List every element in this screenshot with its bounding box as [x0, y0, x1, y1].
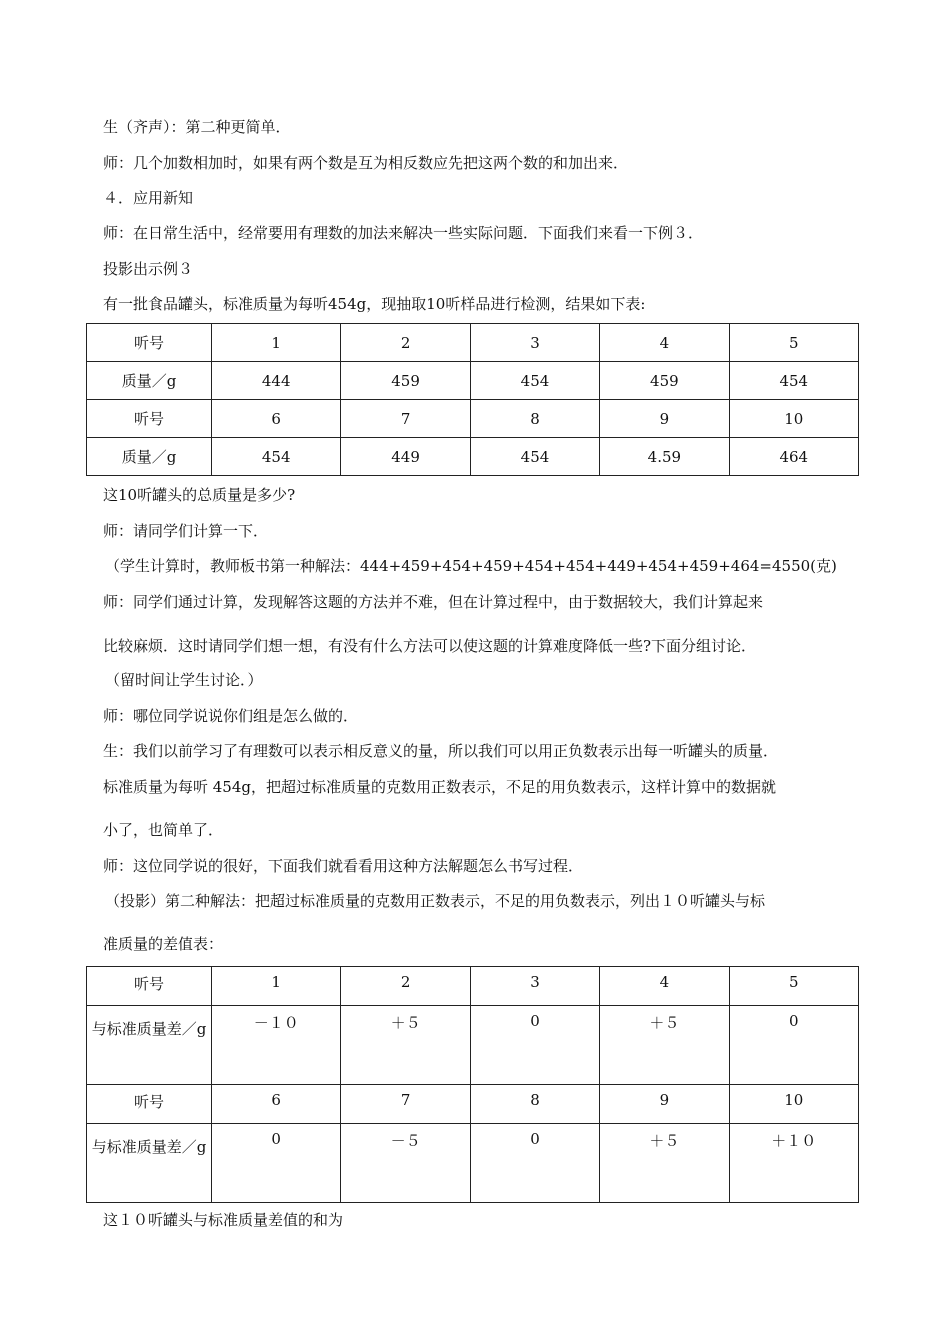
table-cell: 7	[341, 400, 470, 438]
table-cell: 2	[341, 324, 470, 362]
table-cell: 2	[341, 967, 470, 1006]
table-cell: 454	[470, 438, 599, 476]
table-cell: 6	[212, 400, 341, 438]
table-cell: 1	[212, 967, 341, 1006]
text-line: （投影）第二种解法：把超过标准质量的克数用正数表示，不足的用负数表示，列出１０听罐头与标	[105, 892, 766, 910]
table-cell: 0	[729, 1006, 858, 1085]
table-cell: 459	[341, 362, 470, 400]
text-line: 标准质量为每听 454g，把超过标准质量的克数用正数表示，不足的用负数表示，这样计算中的数据就	[103, 778, 777, 796]
text-line: 比较麻烦．这时请同学们想一想，有没有什么方法可以使这题的计算难度降低一些?下面分组讨论．	[103, 637, 757, 655]
text-line: 准质量的差值表：	[103, 935, 224, 953]
table-cell: ＋１０	[729, 1124, 858, 1203]
text-line: 师：请同学们计算一下．	[103, 522, 269, 540]
table-cell: 0	[212, 1124, 341, 1203]
text-line: （留时间让学生讨论．）	[105, 671, 263, 689]
text-line: 生（齐声）：第二种更简单．	[103, 118, 291, 136]
table-cell: 3	[470, 967, 599, 1006]
table-cell: ＋５	[341, 1006, 470, 1085]
table-cell: －１０	[212, 1006, 341, 1085]
table-cell: 8	[470, 400, 599, 438]
table-cell: 0	[470, 1006, 599, 1085]
text-line: 这10听罐头的总质量是多少?	[103, 486, 296, 504]
table-cell	[87, 1124, 212, 1203]
table-cell: 454	[470, 362, 599, 400]
cell-label: 与标准质量差／g	[91, 1020, 207, 1038]
table-cell: 454	[729, 362, 858, 400]
text-line: 小了，也简单了．	[103, 821, 224, 839]
table-cell: 444	[212, 362, 341, 400]
cell-label: 与标准质量差／g	[91, 1138, 207, 1156]
table-cell: 质量／g	[87, 362, 212, 400]
table-row	[87, 400, 859, 438]
text-line: 师：在日常生活中，经常要用有理数的加法来解决一些实际问题．下面我们来看一下例３．	[103, 224, 704, 242]
table-cell: 449	[341, 438, 470, 476]
text-line: （学生计算时，教师板书第一种解法：444+459+454+459+454+454+449+454+459+464=4550(克)	[105, 557, 837, 575]
table-cell: 3	[470, 324, 599, 362]
table-cell: 9	[600, 400, 729, 438]
table-cell: ＋５	[600, 1006, 729, 1085]
text-line: 师：这位同学说的很好，下面我们就看看用这种方法解题怎么书写过程．	[103, 857, 584, 875]
table-row	[87, 967, 859, 1006]
text-line: 这１０听罐头与标准质量差值的和为	[103, 1211, 344, 1229]
text-line: 投影出示例３	[103, 260, 194, 278]
table-cell: 5	[729, 967, 858, 1006]
mass-table	[86, 323, 859, 476]
text-line: 师：哪位同学说说你们组是怎么做的．	[103, 707, 359, 725]
table-cell: 4.59	[600, 438, 729, 476]
table-cell	[87, 1006, 212, 1085]
table-row	[87, 438, 859, 476]
table-row	[87, 324, 859, 362]
table-cell: 5	[729, 324, 858, 362]
table-row	[87, 1124, 859, 1203]
table-cell: 听号	[87, 400, 212, 438]
text-line: 生：我们以前学习了有理数可以表示相反意义的量，所以我们可以用正负数表示出每一听罐头的质量．	[103, 742, 779, 760]
table-cell: 10	[729, 400, 858, 438]
table-cell: 4	[600, 324, 729, 362]
table-cell: 听号	[87, 324, 212, 362]
table-row	[87, 362, 859, 400]
section-heading: ４．应用新知	[103, 189, 194, 207]
table-cell: 8	[470, 1085, 599, 1124]
table-cell: 9	[600, 1085, 729, 1124]
table-cell: 听号	[87, 1085, 212, 1124]
text-line: 师：同学们通过计算，发现解答这题的方法并不难，但在计算过程中，由于数据较大，我们计算起来	[103, 593, 764, 611]
text-line: 有一批食品罐头，标准质量为每听454g，现抽取10听样品进行检测，结果如下表:	[103, 295, 646, 313]
table-row	[87, 1085, 859, 1124]
difference-table	[86, 966, 859, 1203]
table-cell: ＋５	[600, 1124, 729, 1203]
table-cell: 0	[470, 1124, 599, 1203]
table-cell: 459	[600, 362, 729, 400]
table-row	[87, 1006, 859, 1085]
table-cell: 4	[600, 967, 729, 1006]
table-cell: 质量／g	[87, 438, 212, 476]
table-cell: 454	[212, 438, 341, 476]
table-cell: 10	[729, 1085, 858, 1124]
table-cell: 听号	[87, 967, 212, 1006]
table-cell: 464	[729, 438, 858, 476]
table-cell: －５	[341, 1124, 470, 1203]
table-cell: 6	[212, 1085, 341, 1124]
table-cell: 7	[341, 1085, 470, 1124]
table-cell: 1	[212, 324, 341, 362]
text-line: 师：几个加数相加时，如果有两个数是互为相反数应先把这两个数的和加出来．	[103, 154, 629, 172]
